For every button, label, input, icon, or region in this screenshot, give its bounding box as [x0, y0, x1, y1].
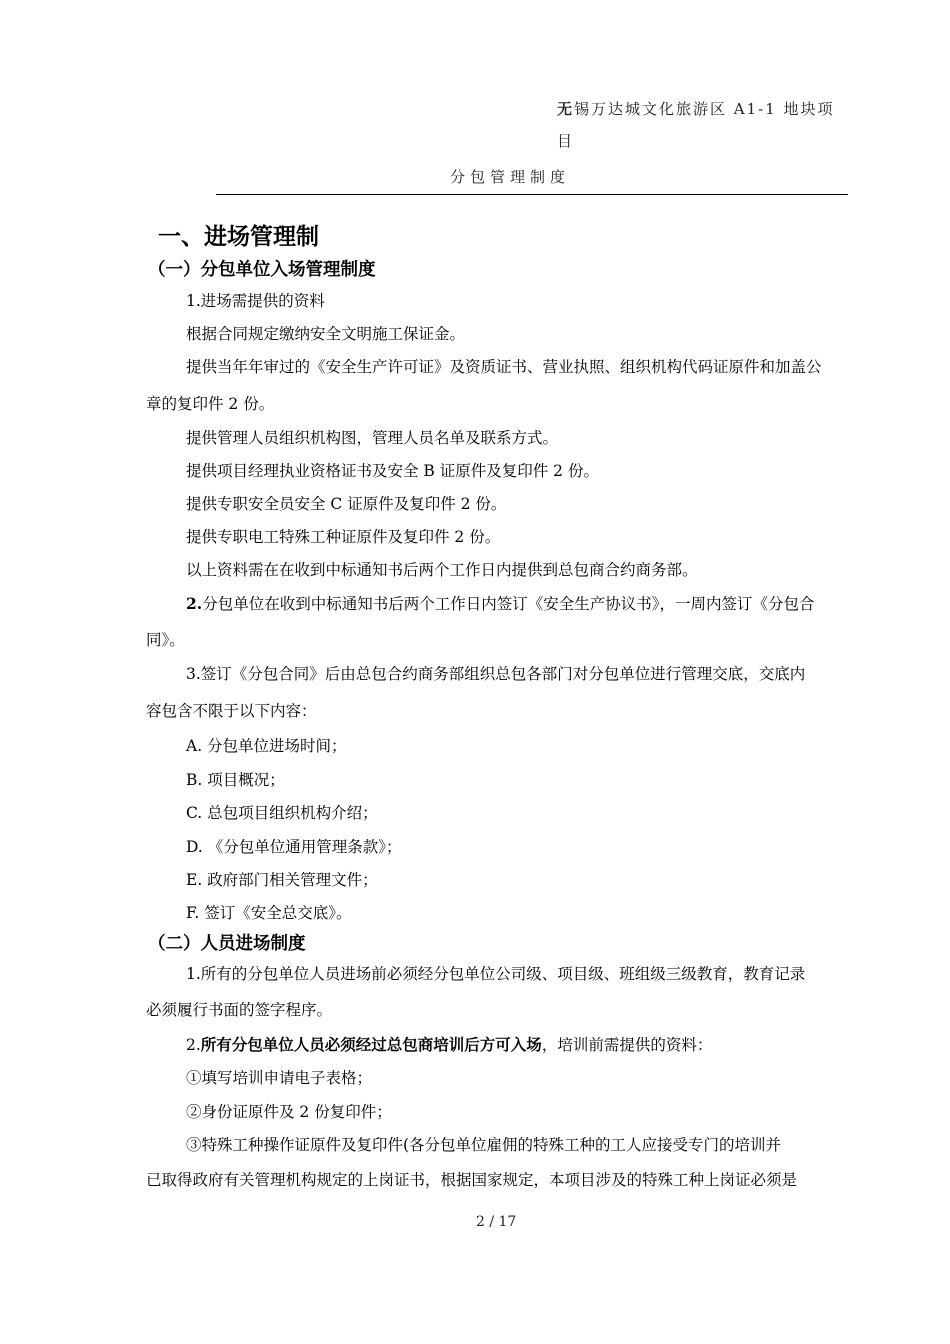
section1-p1: 根据合同规定缴纳安全文明施工保证金。	[186, 325, 466, 343]
list-item: C. 总包项目组织机构介绍；	[186, 804, 378, 822]
section1-p7: 以上资料需在在收到中标通知书后两个工作日内提供到总包商合约商务部。	[186, 561, 698, 579]
section1-item3-line1: 3.签订《分包合同》后由总包合约商务部组织总包各部门对分包单位进行管理交底，交底内	[186, 665, 806, 683]
project-name-line1	[557, 98, 835, 119]
section2-c3-line1: ③特殊工种操作证原件及复印件(各分包单位雇佣的特殊工种的工人应接受专门的培训并	[186, 1136, 782, 1154]
section2-item2	[186, 1033, 712, 1055]
section2-title: （二）人员进场制度	[148, 934, 306, 954]
section1-p3: 提供管理人员组织机构图，管理人员名单及联系方式。	[186, 429, 559, 447]
section2-item1-line2: 必须履行书面的签字程序。	[146, 1001, 333, 1019]
section1-p5: 提供专职安全员安全 C 证原件及复印件 2 份。	[186, 495, 507, 513]
list-item: B. 项目概况；	[186, 771, 285, 789]
section2-item2-number: 2.	[186, 1036, 201, 1054]
heading-entry-management: 一、进场管理制	[158, 224, 319, 250]
project-name-line2: 目	[557, 132, 575, 150]
section2-item2-bold-text: 所有分包单位人员必须经过总包商培训后方可入场	[200, 1035, 542, 1054]
section1-p4: 提供项目经理执业资格证书及安全 B 证原件及复印件 2 份。	[186, 462, 599, 480]
list-item: A. 分包单位进场时间；	[186, 737, 347, 755]
page-number: 2 / 17	[476, 1214, 517, 1230]
section1-item2-text: 分包单位在收到中标通知书后两个工作日内签订《安全生产协议书》，一周内签订《分包合	[202, 595, 815, 613]
section1-item2-number: 2.	[186, 594, 203, 613]
list-item: F. 签订《安全总交底》。	[186, 904, 352, 922]
project-name-rest: 锡万达城文化旅游区 A1-1 地块项	[574, 100, 835, 118]
section1-p2-line2: 章的复印件 2 份。	[146, 395, 275, 413]
section2-c1: ①填写培训申请电子表格；	[186, 1069, 373, 1087]
document-title: 分包管理制度	[450, 168, 571, 186]
section2-item1-line1: 1.所有的分包单位人员进场前必须经分包单位公司级、项目级、班组级三级教育，教育记录	[186, 965, 806, 983]
section2-c2: ②身份证原件及 2 份复印件；	[186, 1103, 392, 1121]
list-item: D. 《分包单位通用管理条款》；	[186, 838, 402, 856]
section1-title: （一）分包单位入场管理制度	[148, 260, 376, 280]
section1-p2-line1: 提供当年年审过的《安全生产许可证》及资质证书、营业执照、组织机构代码证原件和加盖公	[186, 358, 822, 376]
section1-p6: 提供专职电工特殊工种证原件及复印件 2 份。	[186, 528, 501, 546]
list-item: E. 政府部门相关管理文件；	[186, 871, 378, 889]
project-name-first-char: 无	[557, 100, 575, 118]
section1-item3-line2: 容包含不限于以下内容：	[146, 702, 317, 720]
header-rule	[216, 194, 848, 195]
section2-item2-rest: ，培训前需提供的资料：	[541, 1036, 713, 1054]
section1-item2-line2: 同》。	[146, 631, 185, 649]
section2-c3-line2: 已取得政府有关管理机构规定的上岗证书，根据国家规定，本项目涉及的特殊工种上岗证必须是	[146, 1171, 798, 1189]
section1-item1-title: 1.进场需提供的资料	[186, 292, 325, 310]
section1-item2-line1	[186, 592, 814, 614]
